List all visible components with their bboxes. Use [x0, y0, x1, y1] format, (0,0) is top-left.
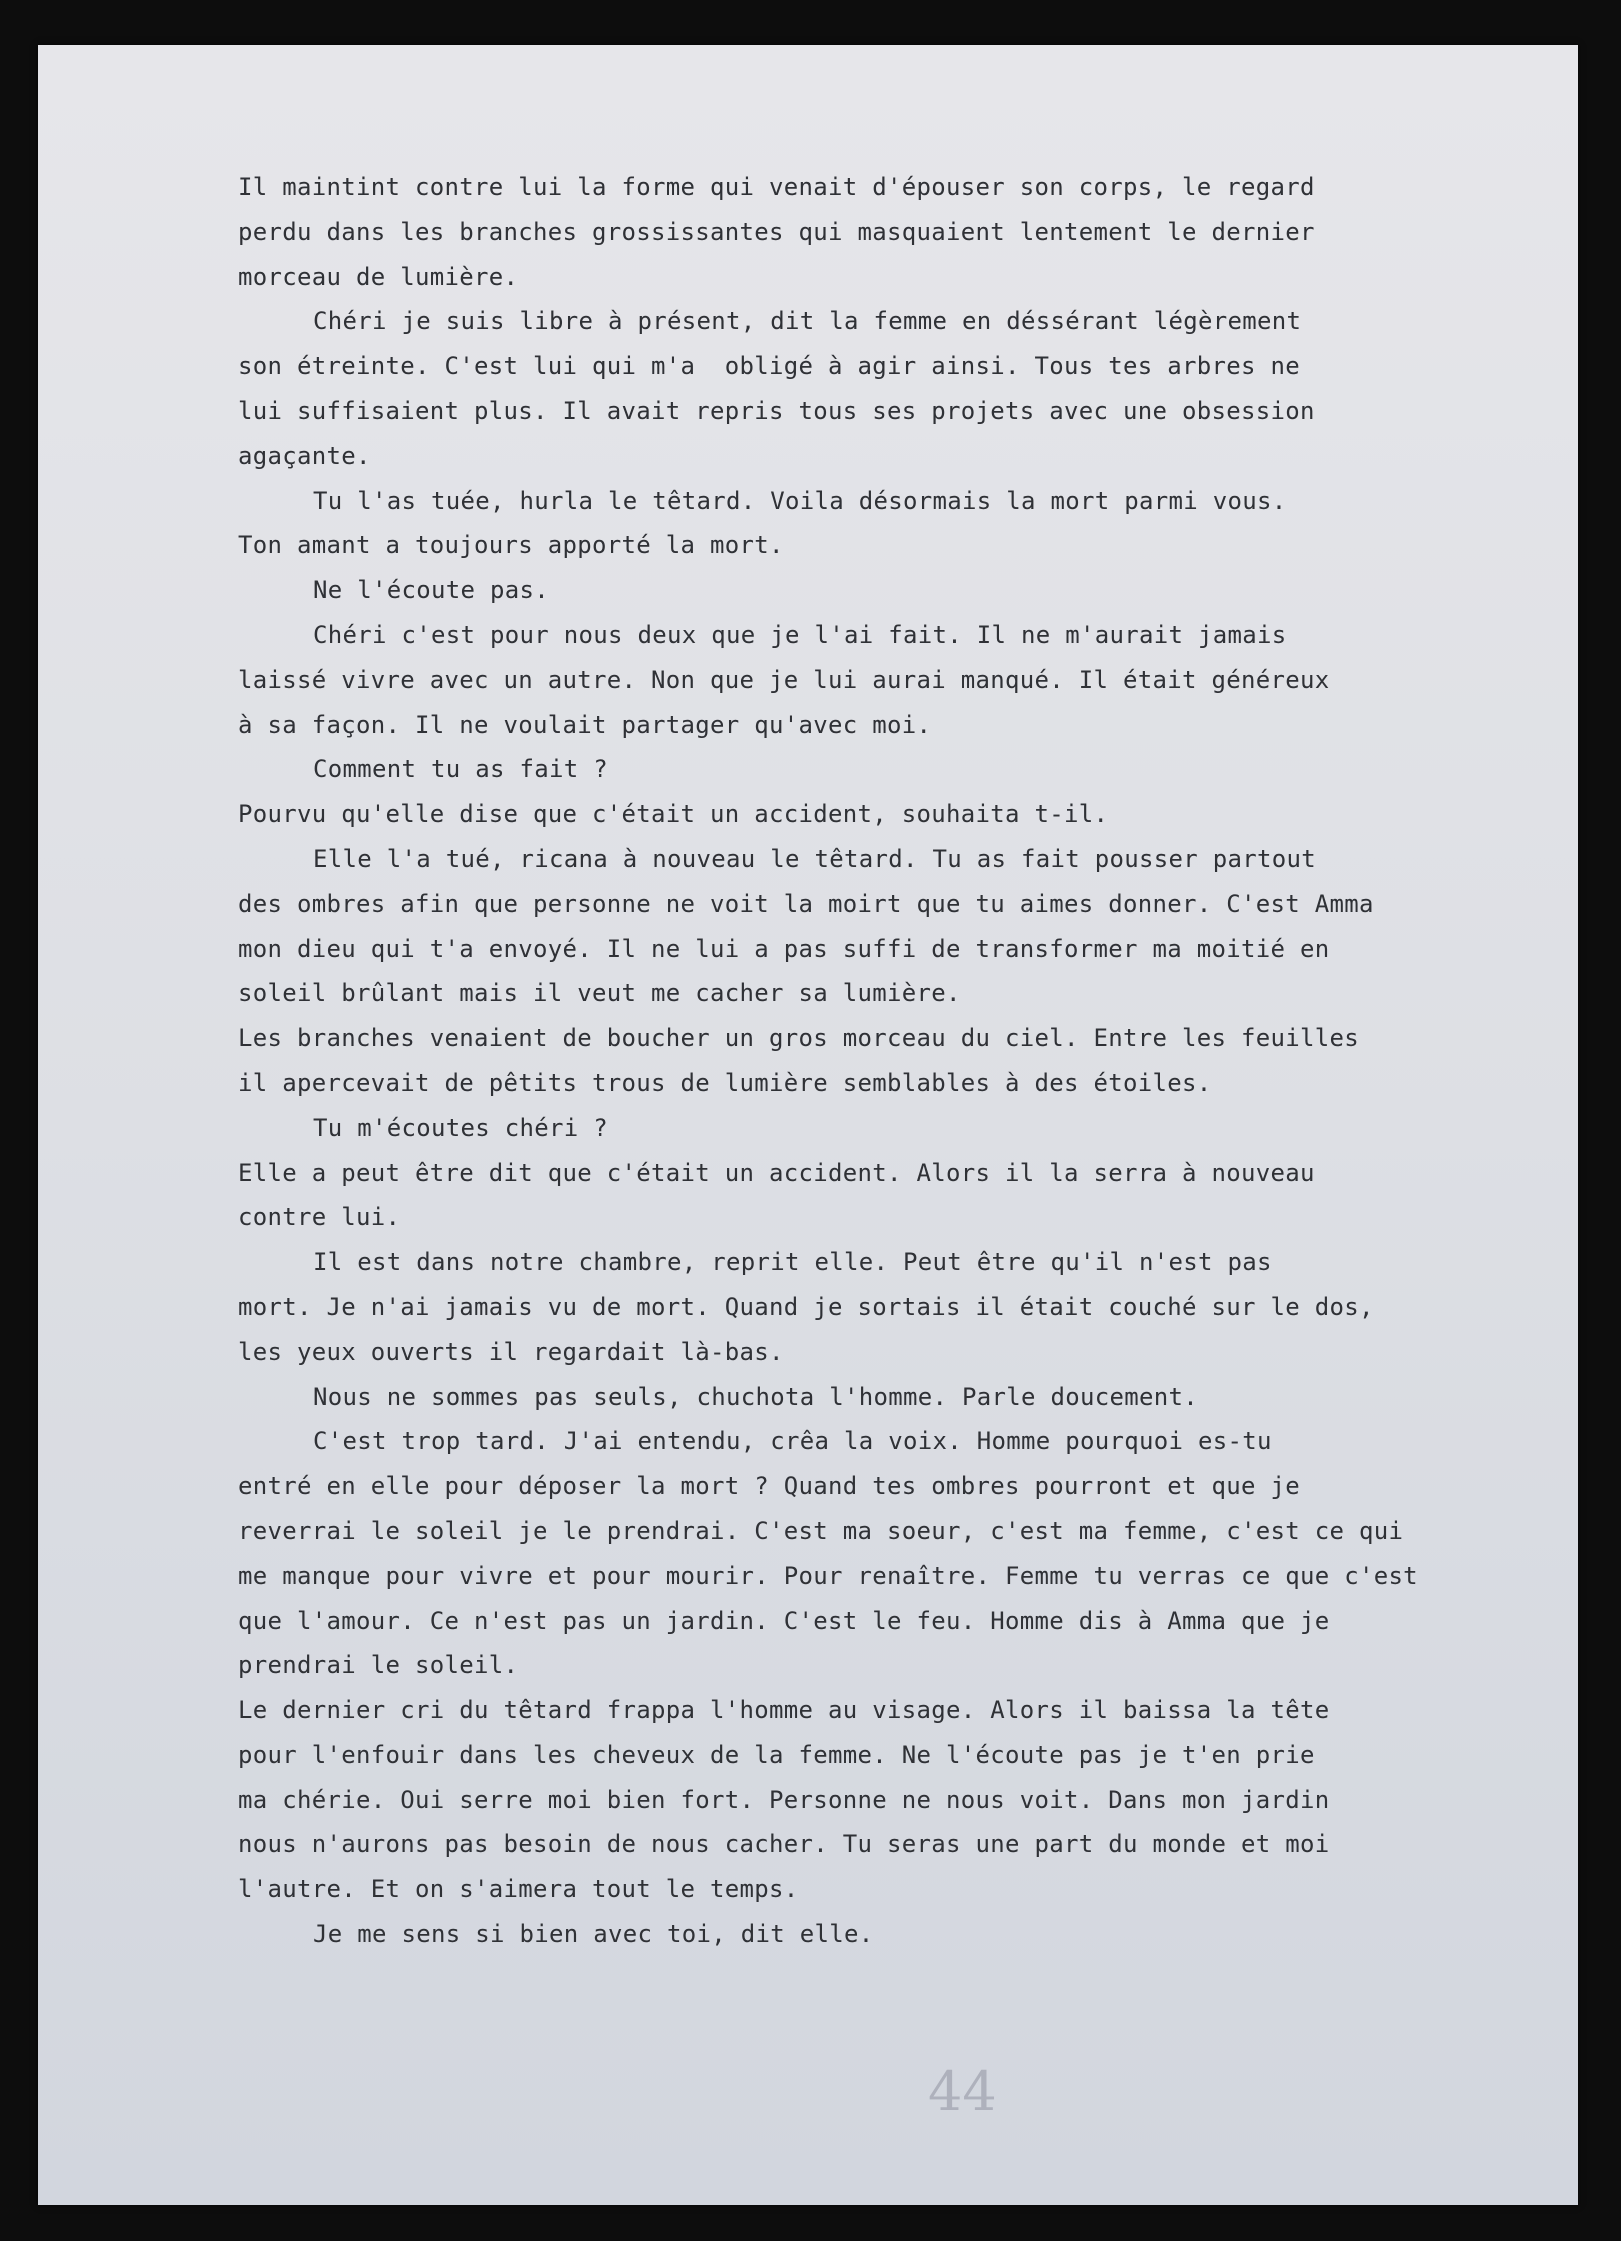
text-line: prendrai le soleil.: [238, 1651, 519, 1680]
text-line: entré en elle pour déposer la mort ? Quand tes ombres pourront et que je: [238, 1472, 1300, 1501]
text-line: Nous ne sommes pas seuls, chuchota l'homme. Parle doucement.: [313, 1382, 1198, 1411]
text-line: que l'amour. Ce n'est pas un jardin. C'est le feu. Homme dis à Amma que je: [238, 1606, 1330, 1635]
text-line: son étreinte. C'est lui qui m'a obligé à agir ainsi. Tous tes arbres ne: [238, 352, 1300, 381]
typed-page: [38, 45, 1578, 2205]
text-line: il apercevait de pêtits trous de lumière semblables à des étoiles.: [238, 1068, 1212, 1097]
text-line: lui suffisaient plus. Il avait repris tous ses projets avec une obsession: [238, 396, 1315, 425]
text-line: Chéri je suis libre à présent, dit la femme en déssérant légèrement: [313, 307, 1302, 336]
text-line: morceau de lumière.: [238, 262, 519, 291]
text-line: reverrai le soleil je le prendrai. C'est ma soeur, c'est ma femme, c'est ce qui: [238, 1516, 1404, 1545]
text-line: Il maintint contre lui la forme qui venait d'épouser son corps, le regard: [238, 173, 1315, 201]
text-line: nous n'aurons pas besoin de nous cacher. Tu seras une part du monde et moi: [238, 1830, 1330, 1859]
text-line: Ton amant a toujours apporté la mort.: [238, 531, 784, 560]
text-line: C'est trop tard. J'ai entendu, crêa la voix. Homme pourquoi es-tu: [313, 1427, 1272, 1456]
text-line: Comment tu as fait ?: [313, 755, 608, 784]
text-line: agaçante.: [238, 441, 371, 470]
text-line: Elle l'a tué, ricana à nouveau le têtard. Tu as fait pousser partout: [313, 844, 1316, 873]
text-line: les yeux ouverts il regardait là-bas.: [238, 1337, 784, 1366]
text-line: me manque pour vivre et pour mourir. Pour renaître. Femme tu verras ce que c'est: [238, 1561, 1418, 1590]
text-line: Il est dans notre chambre, reprit elle. Peut être qu'il n'est pas: [313, 1248, 1272, 1277]
text-line: Ne l'écoute pas.: [313, 576, 549, 605]
text-line: Chéri c'est pour nous deux que je l'ai fait. Il ne m'aurait jamais: [313, 620, 1287, 649]
text-line: pour l'enfouir dans les cheveux de la femme. Ne l'écoute pas je t'en prie: [238, 1740, 1315, 1769]
page-number: 44: [928, 2060, 997, 2123]
text-line: à sa façon. Il ne voulait partager qu'avec moi.: [238, 710, 932, 739]
text-line: perdu dans les branches grossissantes qui masquaient lentement le dernier: [238, 217, 1315, 246]
text-line: contre lui.: [238, 1203, 401, 1232]
text-line: soleil brûlant mais il veut me cacher sa lumière.: [238, 979, 961, 1008]
text-line: l'autre. Et on s'aimera tout le temps.: [238, 1875, 799, 1904]
text-line: Pourvu qu'elle dise que c'était un accident, souhaita t-il.: [238, 800, 1109, 829]
text-line: Je me sens si bien avec toi, dit elle.: [313, 1920, 874, 1949]
typed-text-body: [238, 165, 1558, 1957]
text-line: des ombres afin que personne ne voit la moirt que tu aimes donner. C'est Amma: [238, 889, 1374, 918]
text-line: Tu l'as tuée, hurla le têtard. Voila désormais la mort parmi vous.: [313, 486, 1287, 515]
text-line: Le dernier cri du têtard frappa l'homme au visage. Alors il baissa la tête: [238, 1696, 1330, 1725]
text-line: ma chérie. Oui serre moi bien fort. Personne ne nous voit. Dans mon jardin: [238, 1785, 1330, 1814]
text-line: Elle a peut être dit que c'était un accident. Alors il la serra à nouveau: [238, 1158, 1315, 1187]
text-line: mort. Je n'ai jamais vu de mort. Quand je sortais il était couché sur le dos,: [238, 1292, 1374, 1321]
text-line: Tu m'écoutes chéri ?: [313, 1113, 608, 1142]
text-line: Les branches venaient de boucher un gros morceau du ciel. Entre les feuilles: [238, 1024, 1359, 1053]
text-line: mon dieu qui t'a envoyé. Il ne lui a pas suffi de transformer ma moitié en: [238, 934, 1330, 963]
text-line: laissé vivre avec un autre. Non que je lui aurai manqué. Il était généreux: [238, 665, 1330, 694]
